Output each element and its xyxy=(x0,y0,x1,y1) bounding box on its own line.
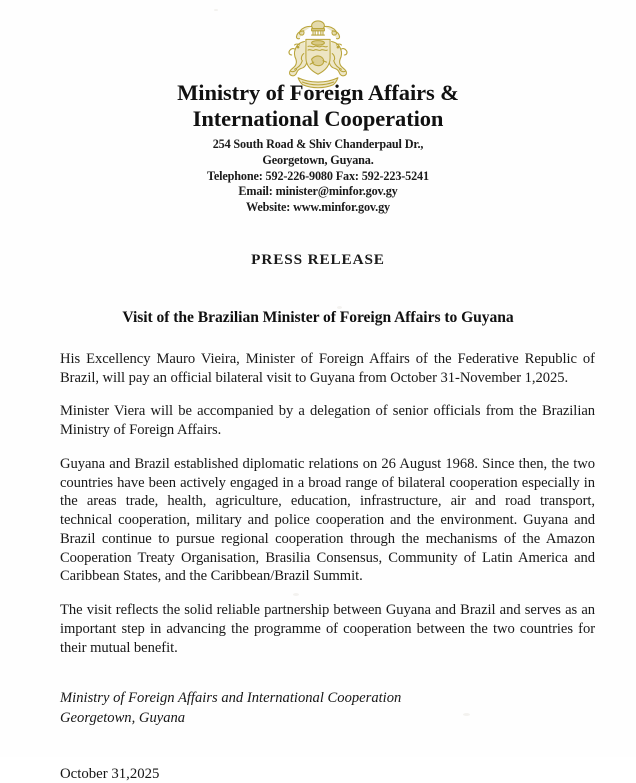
signature-organization: Ministry of Foreign Affairs and International Cooperation xyxy=(60,690,402,707)
organization-title-line-1: Ministry of Foreign Affairs & xyxy=(177,80,459,105)
address-line-2: Georgetown, Guyana. xyxy=(262,152,374,167)
signature-block xyxy=(0,689,636,728)
organization-title xyxy=(153,80,483,132)
phone-fax-line: Telephone: 592-226-9080 Fax: 592-223-5241 xyxy=(207,168,429,183)
crest-container xyxy=(0,0,636,78)
email-line: Email: minister@minfor.gov.gy xyxy=(238,184,398,199)
organization-title-line-2: International Cooperation xyxy=(192,106,444,132)
body-paragraph-2: Minister Viera will be accompanied by a delegation of senior officials from the Brazilian Ministry of Foreign Affairs. xyxy=(60,403,595,439)
contact-block xyxy=(0,137,636,216)
signature-location: Georgetown, Guyana xyxy=(60,709,186,726)
website-line: Website: www.minfor.gov.gy xyxy=(246,200,390,215)
page-title: Visit of the Brazilian Minister of Foreign Affairs to Guyana xyxy=(122,308,514,326)
body-paragraph-3: Guyana and Brazil established diplomatic relations on 26 August 1968. Since then, the two countries have been actively engaged in a broad range of bilateral cooperation especially in the areas trade, health, agriculture, education, infrastructure, air and road transport, technical cooperation, military and police cooperation and the environment. Guyana and Brazil continue to pursue regional cooperation through the mechanisms of the Amazon Cooperation Treaty Organisation, Brasilia Consensus, Community of Latin America and Caribbean States, and the Caribbean/Brazil Summit. xyxy=(60,455,595,585)
address-line-1: 254 South Road & Shiv Chanderpaul Dr., xyxy=(212,137,424,152)
body-paragraph-4: The visit reflects the solid reliable partnership between Guyana and Brazil and serves as an important step in advancing the programme of cooperation between the two countries for their mutual benefit. xyxy=(60,602,595,656)
body-paragraph-1: His Excellency Mauro Vieira, Minister of Foreign Affairs of the Federative Republic of Brazil, will pay an official bilateral visit to Guyana from October 31-November 1,2025. xyxy=(60,350,595,386)
letterhead xyxy=(0,80,636,216)
document-body xyxy=(0,350,636,658)
press-release-label: PRESS RELEASE xyxy=(251,250,385,268)
document-date: October 31,2025 xyxy=(60,766,160,783)
